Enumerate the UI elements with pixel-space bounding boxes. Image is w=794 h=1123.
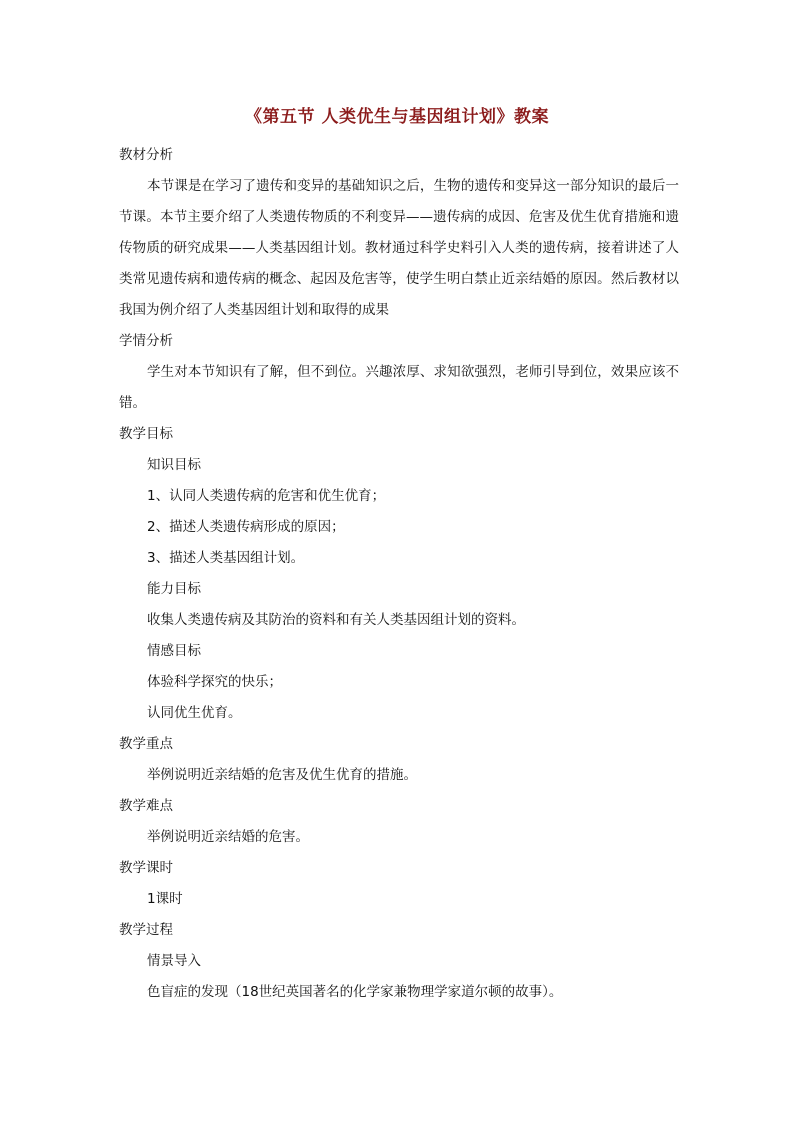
emotion-goals-heading: 情感目标 xyxy=(147,643,201,659)
knowledge-goals-heading: 知识目标 xyxy=(147,457,201,473)
ability-goal-text: 收集人类遗传病及其防治的资料和有关人类基因组计划的资料。 xyxy=(147,612,525,628)
textbook-analysis-paragraph: 本节课是在学习了遗传和变异的基础知识之后，生物的遗传和变异这一部分知识的最后一节课。本节主要介绍了人类遗传物质的不利变异——遗传病的成因、危害及优生优育措施和遗传物质的研究成果——人类基因组计划。教材通过科学史料引入人类的遗传病，接着讲述了人类常见遗传病和遗传病的概念、起因及危害等，使学生明白禁止近亲结婚的原因。然后教材以我国为例介绍了人类基因组计划和取得的成果 xyxy=(119,178,679,318)
section-heading-difficult-points: 教学难点 xyxy=(119,798,173,814)
difficult-points-text: 举例说明近亲结婚的危害。 xyxy=(147,829,309,845)
emotion-goal-item: 认同优生优育。 xyxy=(147,705,242,721)
ability-goals-heading: 能力目标 xyxy=(147,581,201,597)
section-heading-teaching-goals: 教学目标 xyxy=(119,426,173,442)
document-body xyxy=(119,140,679,1008)
knowledge-goal-item: 3、描述人类基因组计划。 xyxy=(147,550,305,566)
section-heading-student-analysis: 学情分析 xyxy=(119,333,173,349)
section-heading-key-points: 教学重点 xyxy=(119,736,173,752)
emotion-goal-item: 体验科学探究的快乐； xyxy=(147,674,282,690)
document-title: 《第五节 人类优生与基因组计划》教案 xyxy=(245,107,549,127)
scenario-intro-text: 色盲症的发现（18世纪英国著名的化学家兼物理学家道尔顿的故事）。 xyxy=(147,984,563,1000)
section-heading-class-hours: 教学课时 xyxy=(119,860,173,876)
knowledge-goal-item: 2、描述人类遗传病形成的原因； xyxy=(147,519,345,535)
class-hours-text: 1课时 xyxy=(147,891,183,907)
scenario-intro-heading: 情景导入 xyxy=(147,953,201,969)
knowledge-goal-item: 1、认同人类遗传病的危害和优生优育； xyxy=(147,488,386,504)
section-heading-teaching-process: 教学过程 xyxy=(119,922,173,938)
key-points-text: 举例说明近亲结婚的危害及优生优育的措施。 xyxy=(147,767,417,783)
student-analysis-paragraph: 学生对本节知识有了解，但不到位。兴趣浓厚、求知欲强烈，老师引导到位，效果应该不错。 xyxy=(119,364,679,411)
section-heading-textbook-analysis: 教材分析 xyxy=(119,147,173,163)
